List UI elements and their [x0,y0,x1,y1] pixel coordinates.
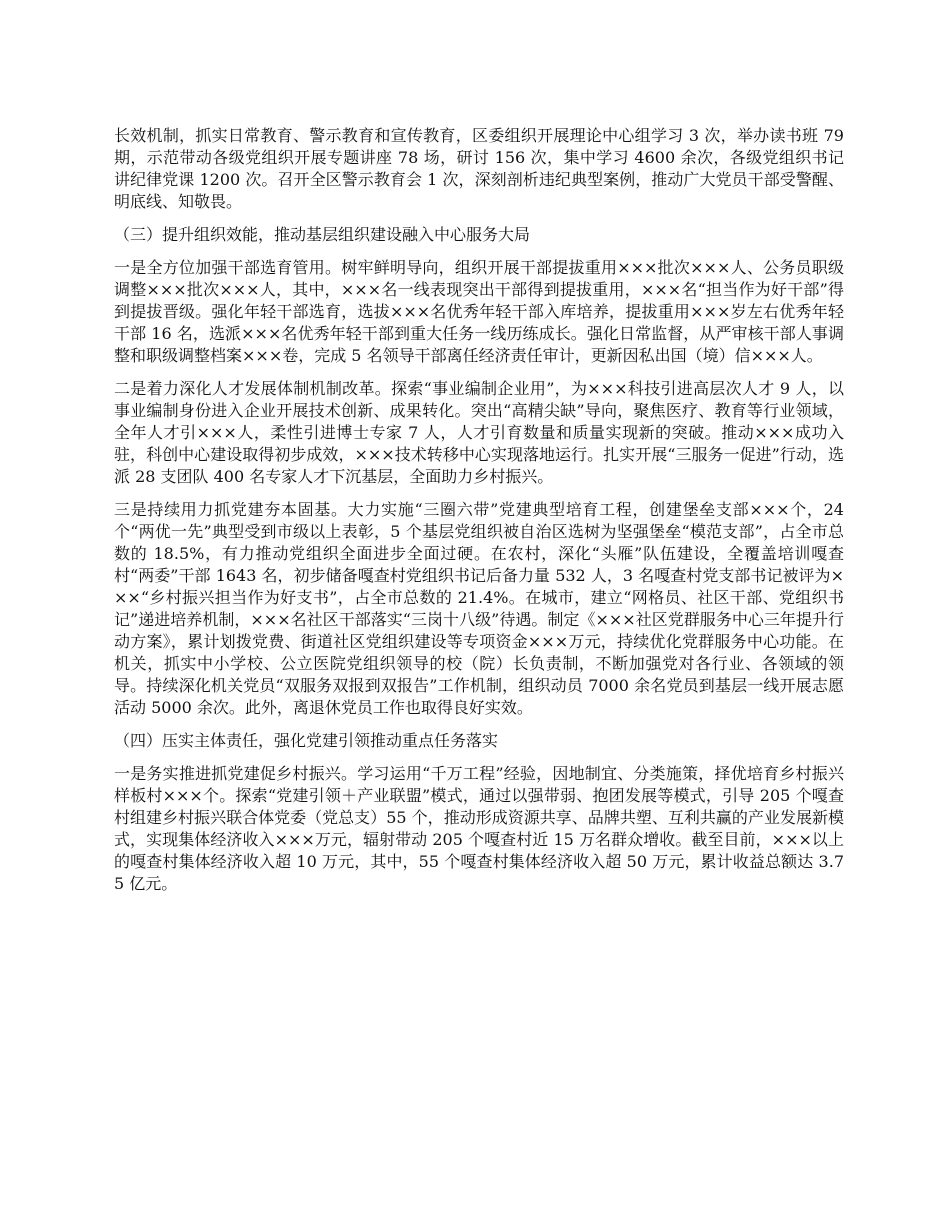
paragraph-rural-revitalization: 一是务实推进抓党建促乡村振兴。学习运用“千万工程”经验，因地制宜、分类施策，择优培育乡村振兴样板村×××个。探索“党建引领＋产业联盟”模式，通过以强带弱、抱团发展等模式，引导 205 个嘎查村组建乡村振兴联合体党委（党总支）55 个，推动形成资源共享、品牌共塑、互利共赢的产业发展新模式，实现集体经济收入×××万元，辐射带动 205 个嘎查村近 15 万名群众增收。截至目前，×××以上的嘎查村集体经济收入超 10 万元，其中，55 个嘎查村集体经济收入超 50 万元，累计收益总额达 3.75 亿元。 [114,764,844,893]
paragraph-education-mechanism: 长效机制，抓实日常教育、警示教育和宣传教育，区委组织开展理论中心组学习 3 次，举办读书班 79 期，示范带动各级党组织开展专题讲座 78 场，研讨 156 次，集中学习 4600 余次，各级党组织书记讲纪律党课 1200 次。召开全区警示教育会 1 次，深刻剖析违纪典型案例，推动广大党员干部受警醒、明底线、知敬畏。 [114,126,844,211]
paragraph-cadre-selection: 一是全方位加强干部选育管用。树牢鲜明导向，组织开展干部提拔重用×××批次×××人、公务员职级调整×××批次×××人，其中，×××名一线表现突出干部得到提拔重用，×××名“担当作为好干部”得到提拔晋级。强化年轻干部选育，选拔×××名优秀年轻干部入库培养，提拔重用×××岁左右优秀年轻干部 16 名，选派×××名优秀年轻干部到重大任务一线历练成长。强化日常监督，从严审核干部人事调整和职级调整档案×××卷，完成 5 名领导干部离任经济责任审计，更新因私出国（境）信×××人。 [114,258,844,365]
document-body [114,125,844,906]
paragraph-talent-reform: 二是着力深化人才发展体制机制改革。探索“事业编制企业用”，为×××科技引进高层次人才 9 人，以事业编制身份进入企业开展技术创新、成果转化。突出“高精尖缺”导向，聚焦医疗、教育等行业领域，全年人才引×××人，柔性引进博士专家 7 人，人才引育数量和质量实现新的突破。推动×××成功入驻，科创中心建设取得初步成效，×××技术转移中心实现落地运行。扎实开展“三服务一促进”行动，选派 28 支团队 400 名专家人才下沉基层，全面助力乡村振兴。 [114,379,844,486]
paragraph-party-building: 三是持续用力抓党建夯本固基。大力实施“三圈六带”党建典型培育工程，创建堡垒支部×××个，24 个“两优一先”典型受到市级以上表彰，5 个基层党组织被自治区选树为坚强堡垒“模范支部”，占全市总数的 18.5%，有力推动党组织全面进步全面过硬。在农村，深化“头雁”队伍建设，全覆盖培训嘎查村“两委”干部 1643 名，初步储备嘎查村党组织书记后备力量 532 人，3 名嘎查村党支部书记被评为×××“乡村振兴担当作为好支书”，占全市总数的 21.4%。在城市，建立“网格员、社区干部、党组织书记”递进培养机制，×××名社区干部落实“三岗十八级”待遇。制定《×××社区党群服务中心三年提升行动方案》，累计划拨党费、街道社区党组织建设等专项资金×××万元，持续优化党群服务中心功能。在机关，抓实中小学校、公立医院党组织领导的校（院）长负责制，不断加强党对各行业、各领域的领导。持续深化机关党员“双服务双报到双报告”工作机制，组织动员 7000 余名党员到基层一线开展志愿活动 5000 余次。此外，离退休党员工作也取得良好实效。 [114,500,844,717]
section-heading-3: （三）提升组织效能，推动基层组织建设融入中心服务大局 [114,225,531,244]
section-heading-4: （四）压实主体责任，强化党建引领推动重点任务落实 [114,731,499,750]
